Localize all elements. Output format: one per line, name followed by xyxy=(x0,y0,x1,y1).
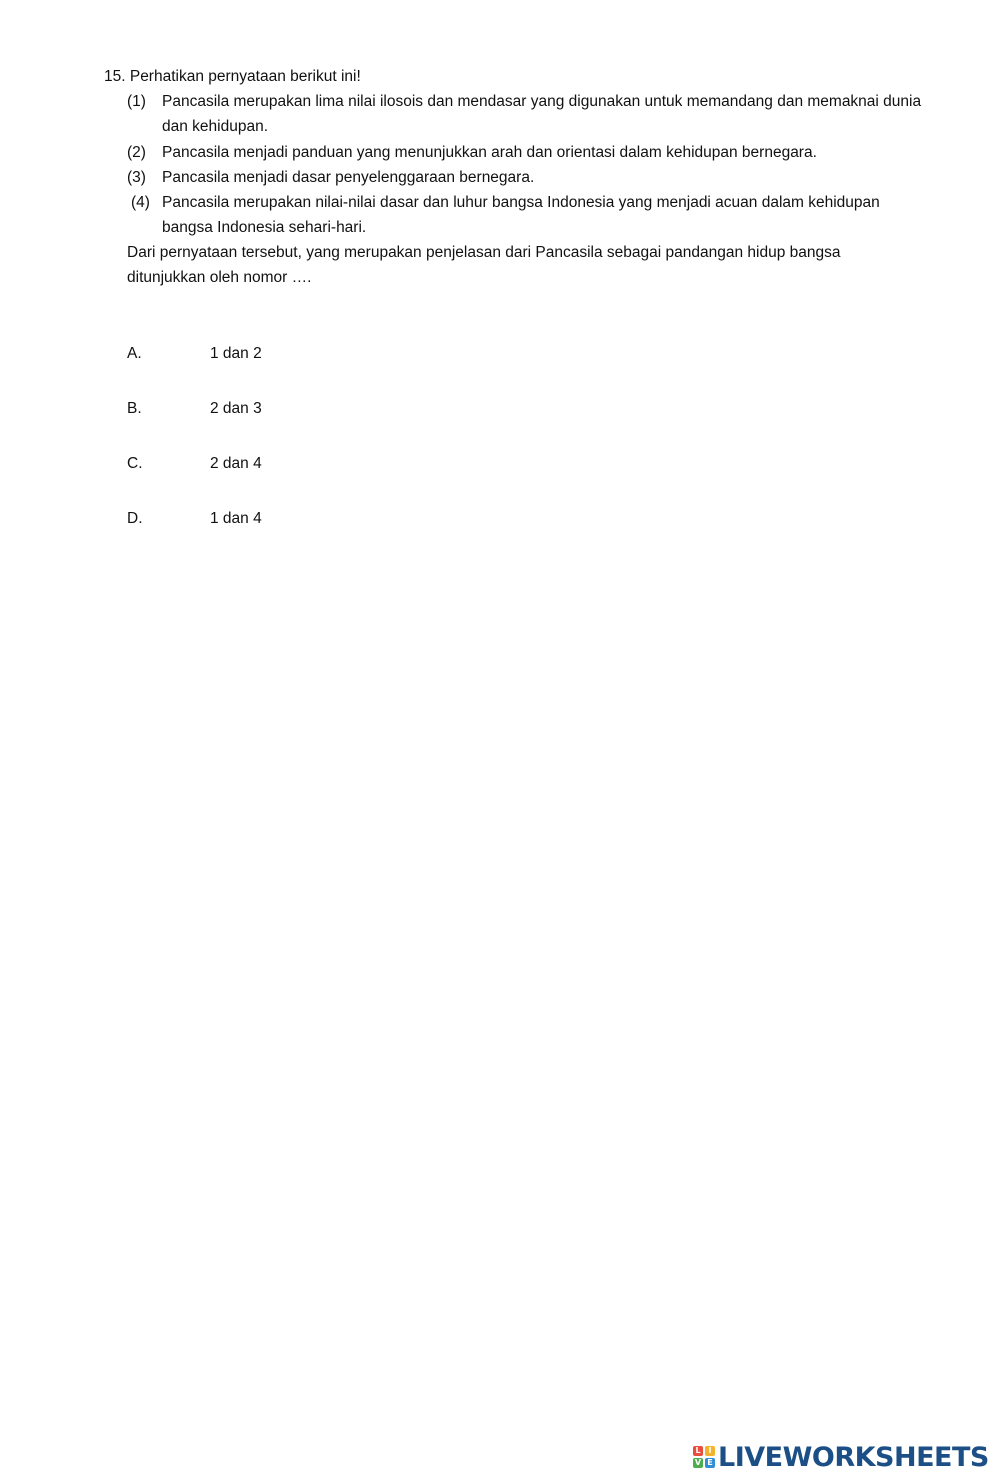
option-letter: A. xyxy=(127,345,142,362)
option-a[interactable] xyxy=(127,341,262,366)
statement-text: Pancasila merupakan nilai-nilai dasar dan luhur bangsa Indonesia yang menjadi acuan dalam kehidupan bangsa Indonesia sehari-hari. xyxy=(162,194,880,236)
brand-icon-tile: I xyxy=(705,1446,715,1456)
statement-text: Pancasila merupakan lima nilai ilosois dan mendasar yang digunakan untuk memandang dan memaknai dunia dan kehidupan. xyxy=(162,93,922,135)
option-text: 2 dan 3 xyxy=(210,400,262,417)
option-b[interactable] xyxy=(127,396,262,421)
statement-number: (1) xyxy=(127,93,146,110)
brand-icon-tile: L xyxy=(693,1446,703,1456)
statement-number: (4) xyxy=(131,194,150,211)
option-d[interactable] xyxy=(127,506,262,531)
option-text: 1 dan 4 xyxy=(210,510,262,527)
option-text: 2 dan 4 xyxy=(210,455,262,472)
liveworksheets-logo xyxy=(693,1440,989,1474)
option-letter: B. xyxy=(127,400,142,417)
brand-name: LIVEWORKSHEETS xyxy=(718,1441,989,1473)
statement-text: Pancasila menjadi panduan yang menunjukkan arah dan orientasi dalam kehidupan bernegara. xyxy=(162,144,817,161)
brand-icon-tile: E xyxy=(705,1458,715,1468)
statement-text: Pancasila menjadi dasar penyelenggaraan bernegara. xyxy=(162,169,535,186)
statement-item-2 xyxy=(127,140,927,165)
statement-number: (2) xyxy=(127,144,146,161)
question-prompt: Dari pernyataan tersebut, yang merupakan penjelasan dari Pancasila sebagai pandangan hidup bangsa ditunjukkan oleh nomor …. xyxy=(127,244,841,286)
brand-icon-tile: V xyxy=(694,1458,702,1467)
option-letter: D. xyxy=(127,510,143,527)
statement-item-4 xyxy=(127,190,927,240)
brand-icon xyxy=(693,1446,715,1468)
question-title: 15. Perhatikan pernyataan berikut ini! xyxy=(104,68,361,85)
option-letter: C. xyxy=(127,455,143,472)
statement-item-1 xyxy=(127,89,927,139)
option-c[interactable] xyxy=(127,451,262,476)
option-text: 1 dan 2 xyxy=(210,345,262,362)
statement-item-3 xyxy=(127,165,927,190)
statement-number: (3) xyxy=(127,169,146,186)
